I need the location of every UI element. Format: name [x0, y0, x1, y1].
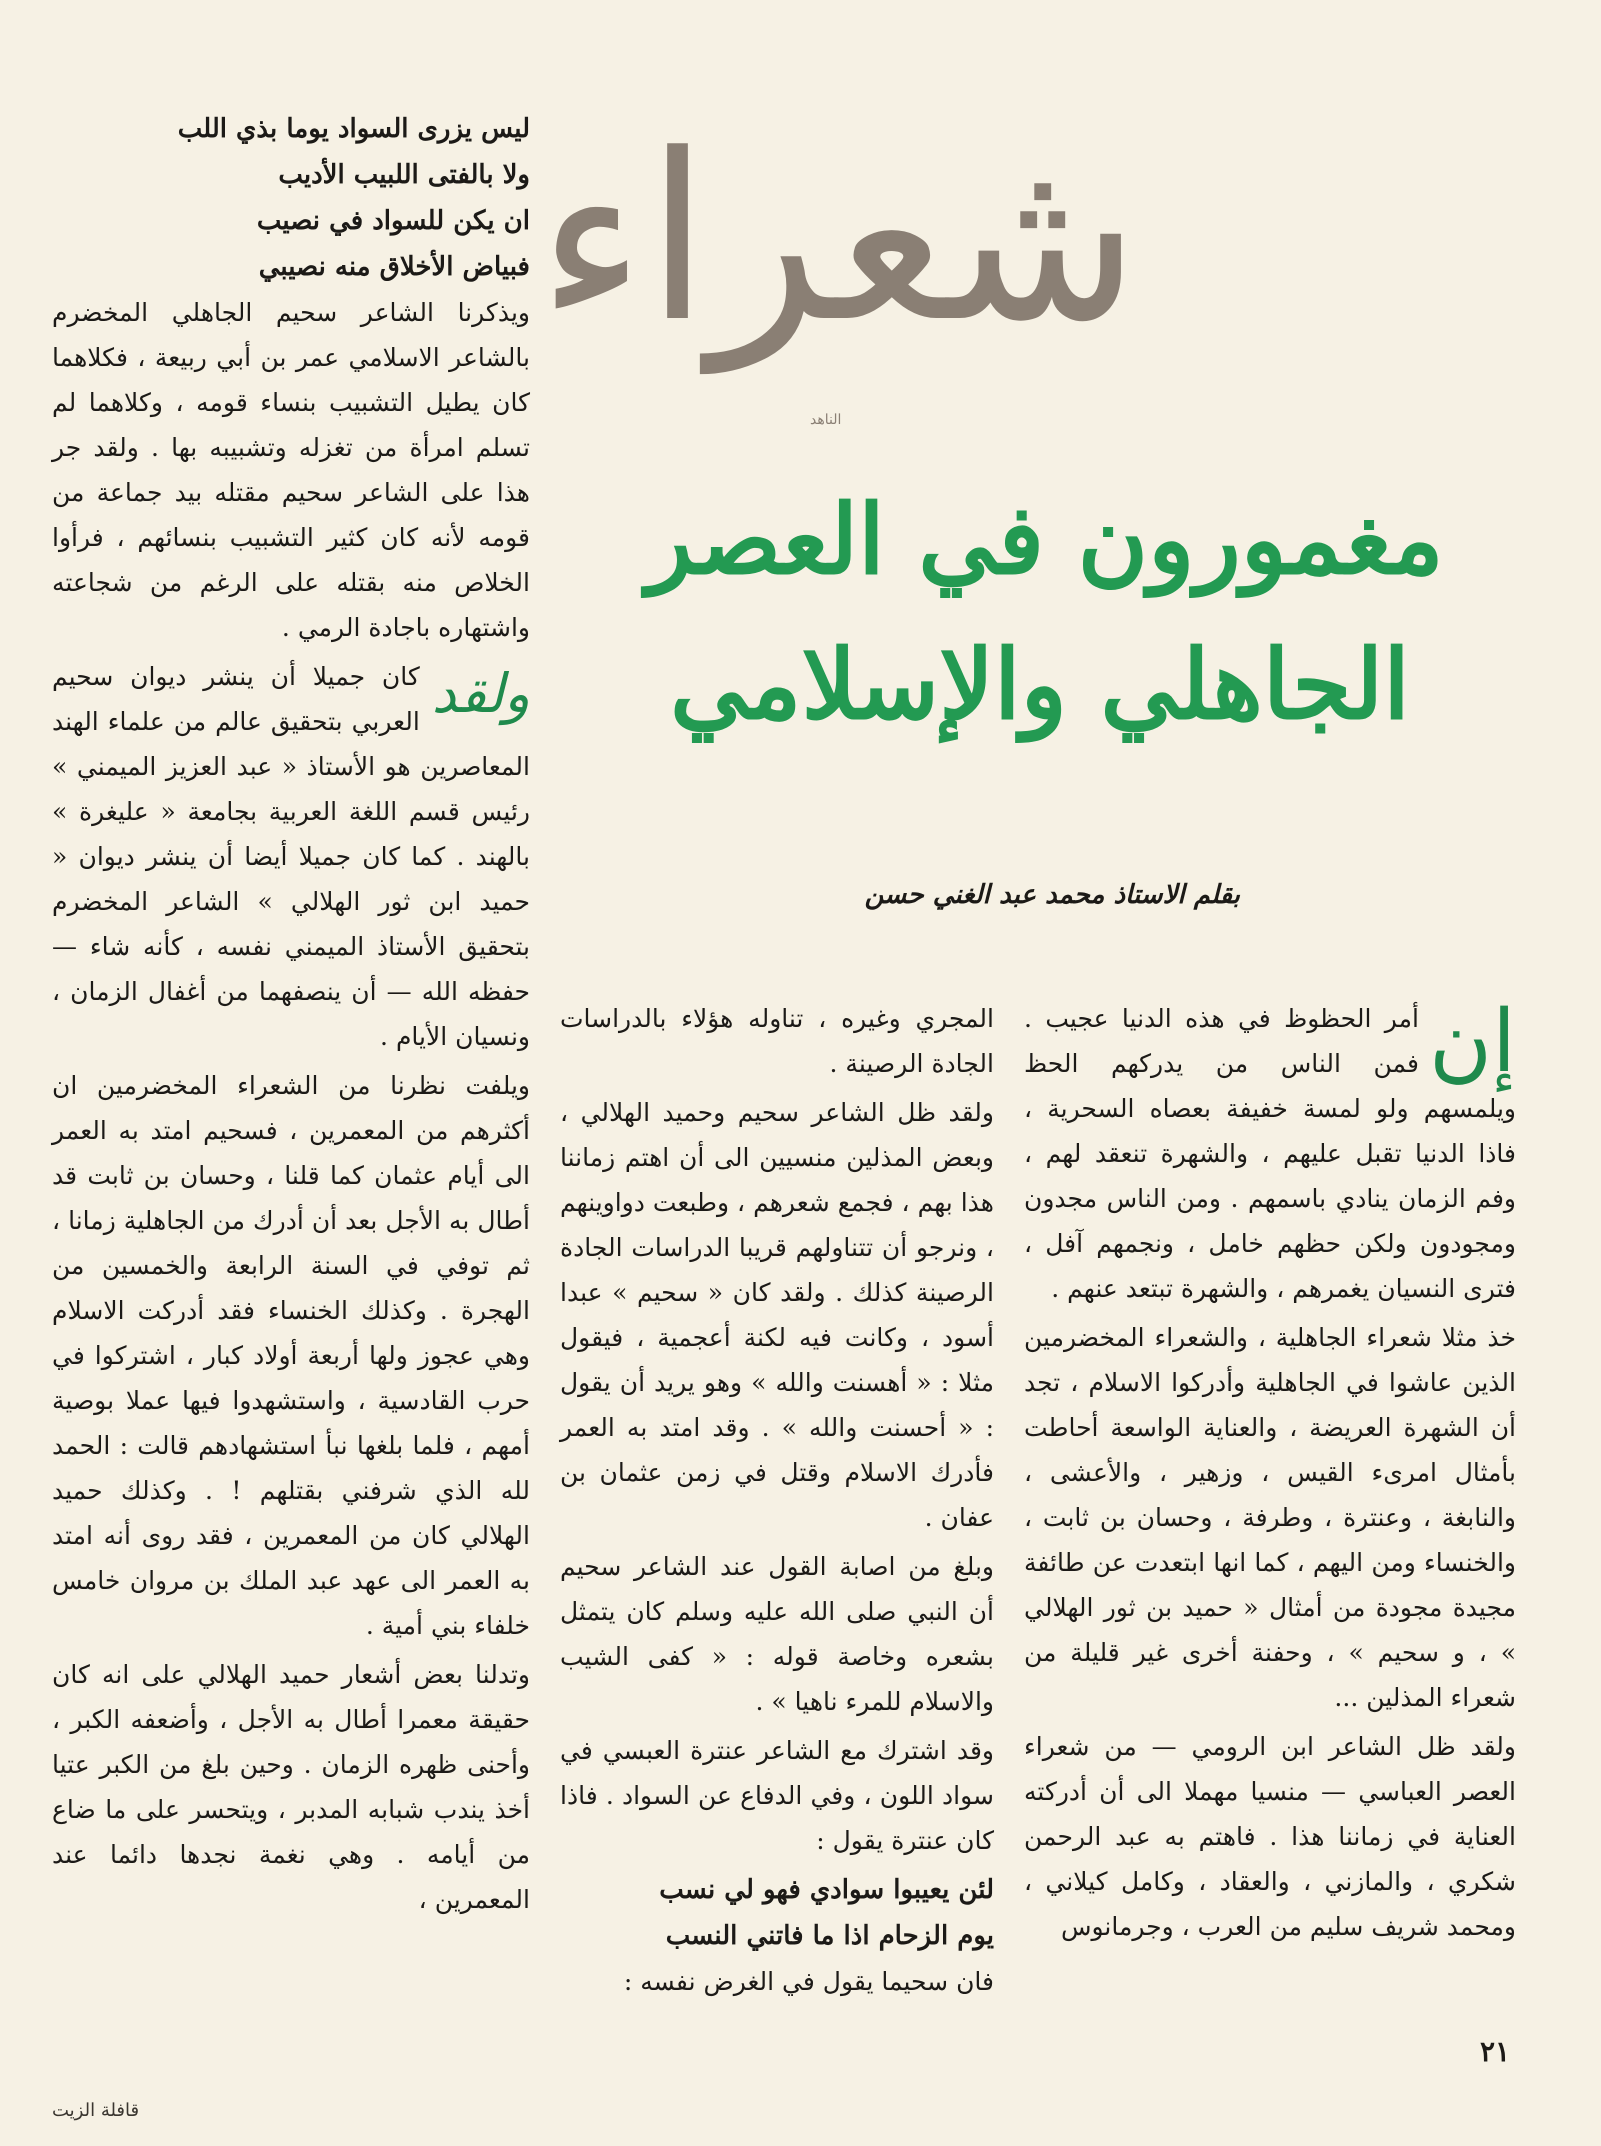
paragraph-text: كان جميلا أن ينشر ديوان سحيم العربي بتحقيق عالم من علماء الهند المعاصرين هو الأستاذ « عبد العزيز الميمني » رئيس قسم اللغة العربية بجامعة « عليغرة » بالهند . كما كان جميلا أيضا أن ينشر ديوان « حميد ابن ثور الهلالي » الشاعر المخضرم بتحقيق الأستاذ الميمني نفسه ، كأنه شاء — حفظه الله — أن ينصفهما من أغفال الزمان ، ونسيان الأيام . [52, 662, 530, 1051]
paragraph: خذ مثلا شعراء الجاهلية ، والشعراء المخضرمين الذين عاشوا في الجاهلية وأدركوا الاسلام ، تجد أن الشهرة العريضة ، والعناية الواسعة أحاطت بأمثال امرىء القيس ، وزهير ، والأعشى ، والنابغة ، وعنترة ، وطرفة ، وحسان بن ثابت ، والخنساء ومن اليهم ، كما انها ابتعدت عن طائفة مجيدة مجودة من أمثال « حميد بن ثور الهلالي » ، و سحيم » ، وحفنة أخرى غير قليلة من شعراء المذلين ... [1024, 1323, 1516, 1712]
drop-cap: إن [1428, 992, 1516, 1092]
poem-verse: فبياض الأخلاق منه نصيبي [258, 252, 530, 282]
paragraph-text: أمر الحظوظ في هذه الدنيا عجيب . فمن الناس من يدركهم الحظ ويلمسهم ولو لمسة خفيفة بعصاه السحرية ، فاذا الدنيا تقبل عليهم ، والشهرة تنعقد لهم ، وفم الزمان ينادي باسمهم . ومن الناس مجدون ومجودون ولكن حظهم خامل ، ونجمهم آفل ، فترى النسيان يغمرهم ، والشهرة تبتعد عنهم . [1024, 1004, 1516, 1303]
title-line-2: الجاهلي والإسلامي [670, 628, 1410, 741]
author-byline: بقلم الاستاذ محمد عبد الغني حسن [864, 880, 1240, 910]
magazine-name: قافلة الزيت [52, 2100, 140, 2121]
title-calligraphy: شعراء [537, 106, 1140, 373]
paragraph: المجري وغيره ، تناوله هؤلاء بالدراسات الجادة الرصينة . [560, 1004, 994, 1078]
article-column-right [1024, 992, 1516, 1953]
title-line-1: مغمورون في العصر [646, 483, 1444, 596]
paragraph: وبلغ من اصابة القول عند الشاعر سحيم أن النبي صلى الله عليه وسلم كان يتمثل بشعره وخاصة قوله : « كفى الشيب والاسلام للمرء ناهيا » . [560, 1552, 994, 1716]
poem-verse: ان يكن للسواد في نصيب [256, 206, 530, 236]
poem-verse: لئن يعيبوا سوادي فهو لي نسب [659, 1875, 994, 1905]
article-column-left [52, 106, 530, 1926]
paragraph: وتدلنا بعض أشعار حميد الهلالي على انه كان حقيقة معمرا أطال به الأجل ، وأضعفه الكبر ، وأحنى ظهره الزمان . وحين بلغ من الكبر عتيا أخذ يندب شبابه المدبر ، ويتحسر على ما ضاع من أيامه . وهي نغمة نجدها دائما عند المعمرين ، [52, 1660, 530, 1914]
paragraph: ولقد ظل الشاعر ابن الرومي — من شعراء العصر العباسي — منسيا مهملا الى أن أدركته العناية في زماننا هذا . فاهتم به عبد الرحمن شكري ، والمازني ، والعقاد ، وكامل كيلاني ، ومحمد شريف سليم من العرب ، وجرمانوس [1024, 1732, 1516, 1941]
paragraph [52, 654, 530, 1059]
paragraph: فان سحيما يقول في الغرض نفسه : [623, 1967, 994, 1996]
paragraph [1024, 992, 1516, 1311]
calligrapher-signature: الناهد [810, 412, 842, 428]
page-number: ٢١ [1480, 2035, 1511, 2068]
paragraph: وقد اشترك مع الشاعر عنترة العبسي في سواد اللون ، وفي الدفاع عن السواد . فاذا كان عنترة يقول : [560, 1736, 994, 1855]
poem-verse: ليس يزرى السواد يوما بذي اللب [177, 114, 530, 144]
paragraph: ولقد ظل الشاعر سحيم وحميد الهلالي ، وبعض المذلين منسيين الى أن اهتم زماننا هذا بهم ، فجمع شعرهم ، وطبعت دواوينهم ، ونرجو أن تتناولهم قريبا الدراسات الجادة الرصينة كذلك . ولقد كان « سحيم » عبدا أسود ، وكانت فيه لكنة أعجمية ، فيقول مثلا : « أهسنت والله » وهو يريد أن يقول : « أحسنت والله » . وقد امتد به العمر فأدرك الاسلام وقتل في زمن عثمان بن عفان . [560, 1098, 994, 1532]
drop-cap: ولقد [431, 662, 530, 725]
poem-verse: ولا بالفتى اللبيب الأديب [278, 160, 530, 190]
paragraph: ويذكرنا الشاعر سحيم الجاهلي المخضرم بالشاعر الاسلامي عمر بن أبي ربيعة ، فكلاهما كان يطيل التشبيب بنساء قومه ، وكلاهما لم تسلم امرأة من تغزله وتشبيبه بها . ولقد جر هذا على الشاعر سحيم مقتله بيد جماعة من قومه لأنه كان كثير التشبيب بنسائهم ، فرأوا الخلاص منه بقتله على الرغم من شجاعته واشتهاره باجادة الرمي . [52, 298, 530, 642]
article-column-middle [560, 996, 994, 2008]
paragraph: ويلفت نظرنا من الشعراء المخضرمين ان أكثرهم من المعمرين ، فسحيم امتد به العمر الى أيام عثمان كما قلنا ، وحسان بن ثابت قد أطال به الأجل بعد أن أدرك من الجاهلية زمانا ، ثم توفي في السنة الرابعة والخمسين من الهجرة . وكذلك الخنساء فقد أدركت الاسلام وهي عجوز ولها أربعة أولاد كبار ، اشتركوا في حرب القادسية ، واستشهدوا فيها عملا بوصية أمهم ، فلما بلغها نبأ استشهادهم قالت : الحمد لله الذي شرفني بقتلهم ! . وكذلك حميد الهلالي كان من المعمرين ، فقد روى أنه امتد به العمر الى عهد عبد الملك بن مروان خامس خلفاء بني أمية . [52, 1071, 530, 1640]
poem-verse: يوم الزحام اذا ما فاتني النسب [665, 1921, 994, 1951]
